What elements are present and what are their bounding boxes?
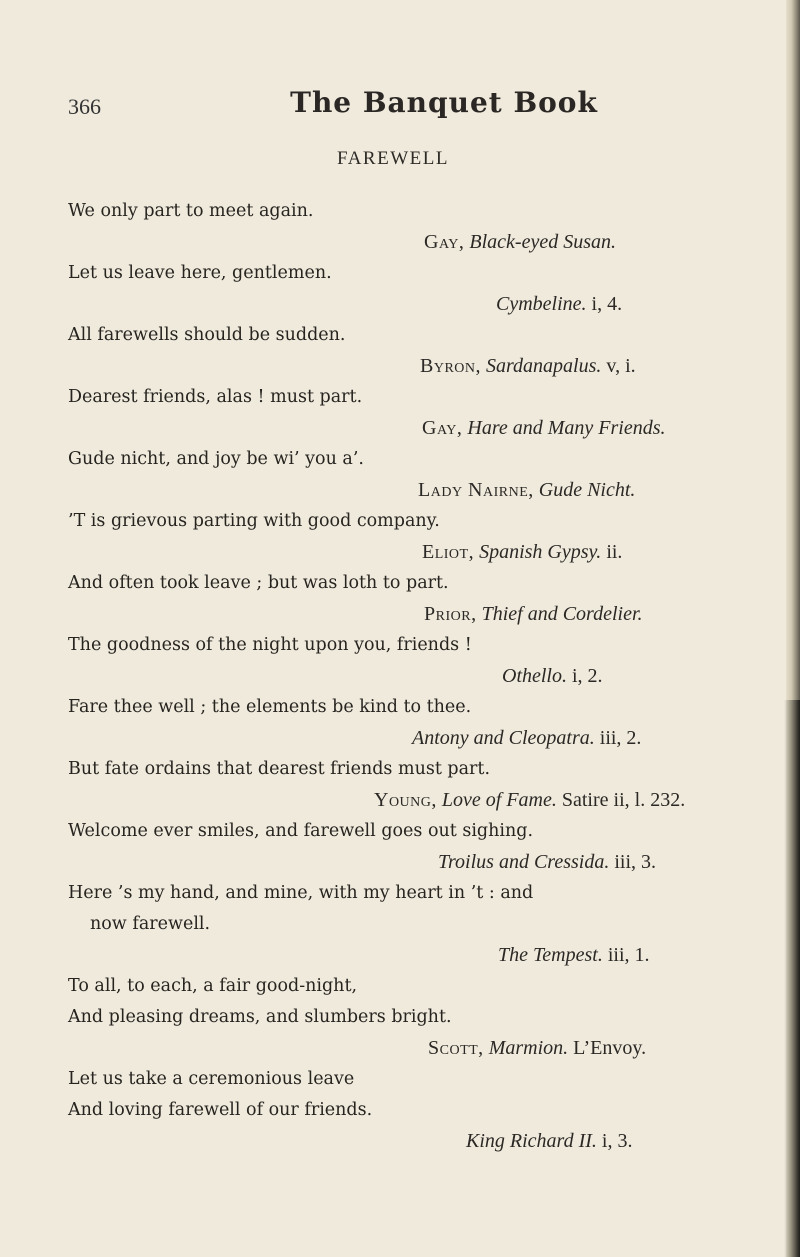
quotation-text: Welcome ever smiles, and farewell goes out sighing. <box>68 821 534 841</box>
quotation-text: Dearest friends, alas ! must part. <box>68 387 363 407</box>
attribution-work: Antony and Cleopatra. <box>412 727 595 749</box>
attribution-reference: L’Envoy. <box>573 1037 647 1059</box>
attribution-work: Othello. <box>502 665 567 687</box>
attribution-work: Sardanapalus. <box>486 355 602 377</box>
attribution <box>68 351 758 382</box>
quotation-entry <box>68 444 758 506</box>
attribution <box>68 1033 758 1064</box>
attribution-reference: Satire ii, l. 232. <box>561 789 686 811</box>
attribution-author: Gay, <box>422 417 463 439</box>
attribution-work: Gude Nicht. <box>538 479 636 501</box>
attribution <box>68 1126 758 1157</box>
attribution-reference: iii, 2. <box>599 727 642 749</box>
attribution-author: Byron, <box>420 355 482 377</box>
quotation-text: To all, to each, a fair good-night, And pleasing dreams, and slumbers bright. <box>68 976 452 1027</box>
quotation-entry <box>68 382 758 444</box>
attribution-author: Lady Nairne, <box>418 479 534 501</box>
attribution-work: Troilus and Cressida. <box>438 851 610 873</box>
quotation-entry <box>68 692 758 754</box>
attribution <box>68 289 758 320</box>
attribution <box>68 940 758 971</box>
quotation-text: Let us take a ceremonious leave And loving farewell of our friends. <box>68 1069 373 1120</box>
attribution-work: Black-eyed Susan. <box>469 231 616 253</box>
attribution <box>68 537 758 568</box>
quotation-text: All farewells should be sudden. <box>68 325 346 345</box>
attribution <box>68 599 758 630</box>
attribution-author: Prior, <box>424 603 477 625</box>
quotation-text: And often took leave ; but was loth to part. <box>68 573 449 593</box>
attribution-reference: iii, 3. <box>614 851 657 873</box>
attribution <box>68 847 758 878</box>
quotation-entry <box>68 568 758 630</box>
running-title: The Banquet Book <box>290 86 598 119</box>
quotation-entry <box>68 878 758 971</box>
attribution-reference: iii, 1. <box>607 944 650 966</box>
attribution <box>68 413 758 444</box>
attribution-work: The Tempest. <box>498 944 603 966</box>
attribution-reference: i, 3. <box>601 1130 633 1152</box>
attribution-reference: v, i. <box>606 355 636 377</box>
attribution-author: Gay, <box>424 231 465 253</box>
quotation-list <box>68 196 758 1157</box>
quotation-entry <box>68 320 758 382</box>
attribution <box>68 785 758 816</box>
attribution-reference: ii. <box>606 541 623 563</box>
quotation-text: But fate ordains that dearest friends must part. <box>68 759 491 779</box>
attribution-work: King Richard II. <box>466 1130 597 1152</box>
attribution <box>68 227 758 258</box>
page-header <box>68 84 768 124</box>
quotation-entry <box>68 971 758 1064</box>
quotation-text: Let us leave here, gentlemen. <box>68 263 332 283</box>
attribution-work: Love of Fame. <box>441 789 557 811</box>
quotation-text: ’T is grievous parting with good company. <box>68 511 440 531</box>
attribution-work: Cymbeline. <box>496 293 587 315</box>
page-edge-shadow-lower <box>784 700 800 1257</box>
page-number: 366 <box>68 94 101 119</box>
attribution-author: Eliot, <box>422 541 475 563</box>
quotation-text: Fare thee well ; the elements be kind to thee. <box>68 697 472 717</box>
attribution <box>68 475 758 506</box>
attribution-author: Scott, <box>428 1037 484 1059</box>
quotation-entry <box>68 754 758 816</box>
quotation-entry <box>68 506 758 568</box>
attribution <box>68 723 758 754</box>
attribution-author: Young, <box>374 789 437 811</box>
attribution-work: Hare and Many Friends. <box>467 417 666 439</box>
attribution-work: Marmion. <box>488 1037 569 1059</box>
quotation-entry <box>68 196 758 258</box>
attribution <box>68 661 758 692</box>
quotation-text: We only part to meet again. <box>68 201 314 221</box>
quotation-entry <box>68 630 758 692</box>
quotation-entry <box>68 816 758 878</box>
attribution-reference: i, 2. <box>572 665 603 687</box>
quotation-text: Here ’s my hand, and mine, with my heart in ’t : and now farewell. <box>68 883 534 934</box>
attribution-reference: i, 4. <box>591 293 623 315</box>
attribution-work: Spanish Gypsy. <box>479 541 602 563</box>
quotation-entry <box>68 258 758 320</box>
section-title: FAREWELL <box>337 148 449 169</box>
attribution-work: Thief and Cordelier. <box>481 603 643 625</box>
quotation-text: The goodness of the night upon you, friends ! <box>68 635 472 655</box>
quotation-entry <box>68 1064 758 1157</box>
quotation-text: Gude nicht, and joy be wi’ you a’. <box>68 449 364 469</box>
